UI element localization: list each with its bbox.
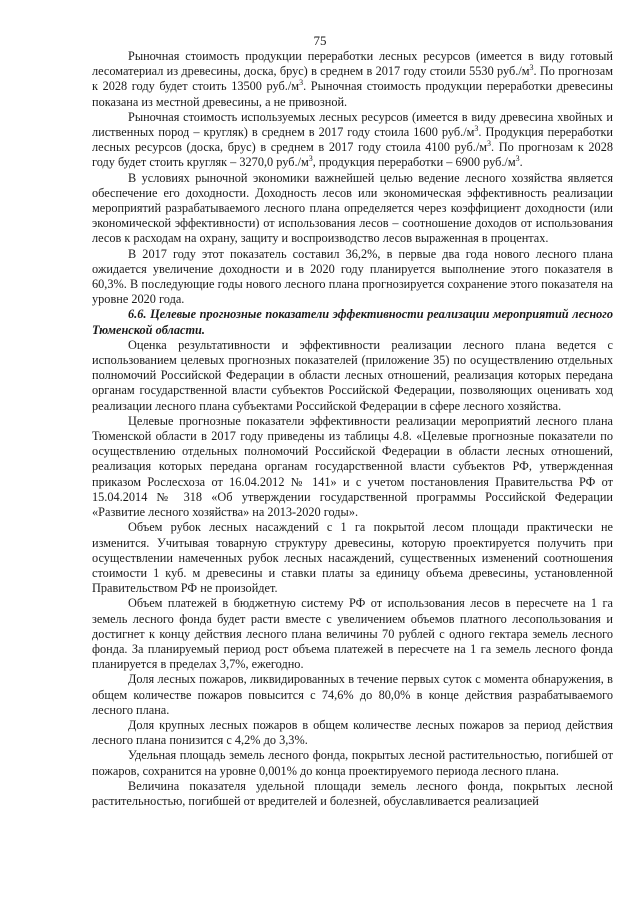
superscript: 3 bbox=[529, 63, 534, 73]
text-run: Рыночная стоимость продукции переработки лесных ресурсов (имеется в виду готовый лесоматериал из древесины, доска, брус) в среднем в 2017 году стоили 5530 руб./м bbox=[92, 49, 613, 79]
superscript: 3 bbox=[487, 139, 492, 149]
text-run: Рыночная стоимость используемых лесных ресурсов (имеется в виду древесина хвойных и лиственных пород – кругляк) в среднем в 2017 году стоила 1600 руб./м bbox=[92, 109, 613, 140]
paragraph bbox=[92, 110, 613, 171]
text-run: . По прогнозам к 2028 году будет стоить кругляк – 3270,0 руб./м bbox=[92, 140, 614, 170]
text-run: . Рыночная стоимость продукции переработки древесины показана из местной древесины, а не привозной. bbox=[92, 79, 613, 109]
text-run: Оценка результативности и эффективности реализации лесного плана ведется с использованием целевых прогнозных показателей (приложение 35) по осуществлению отдельных полномочий Российской Федерации в области лесных отношений, реализация которых передана органам государственной власти субъектов Российской Федерации, позволяющих оценивать ход реализации лесного плана субъектами Российской Федерации в сфере лесного хозяйства. bbox=[92, 337, 613, 413]
paragraph bbox=[92, 247, 613, 308]
paragraph bbox=[92, 748, 613, 778]
text-run: Целевые прогнозные показатели эффективности реализации мероприятий лесного плана Тюменской области в 2017 году приведены из таблицы 4.8. «Целевые прогнозные показатели по осуществлению отдельных полномочий Российской Федерации в области лесных отношений, реализация которых передана органам государственной власти субъектов РФ, утвержденная приказом Рослесхоза от 16.04.2012 № 141» и с учетом постановления Правительства РФ от 15.04.2014 № 318 «Об утверждении государственной программы Российской Федерации «Развитие лесного хозяйства» на 2013-2020 годы». bbox=[92, 413, 613, 520]
paragraph bbox=[92, 171, 613, 247]
superscript: 3 bbox=[308, 154, 313, 164]
paragraph bbox=[92, 520, 613, 596]
text-run: 6.6. Целевые прогнозные показатели эффективности реализации мероприятий лесного Тюменской области. bbox=[92, 307, 613, 337]
text-run: . bbox=[519, 155, 523, 170]
text-run: Объем платежей в бюджетную систему РФ от использования лесов в пересчете на 1 га земель лесного фонда будет расти вместе с увеличением объемов платного лесопользования и достигнет к концу действия лесного плана величины 70 рублей с одного гектара земель лесного фонда. За планируемый период рост объема платежей в пересчете на 1 га земель лесного фонда планируется в пределах 3,7%, ежегодно. bbox=[92, 596, 613, 672]
text-run: Доля лесных пожаров, ликвидированных в течение первых суток с момента обнаружения, в общем количестве пожаров повысится с 74,6% до 80,0% в конце действия разрабатываемого лесного плана. bbox=[92, 672, 613, 717]
paragraph bbox=[92, 49, 613, 110]
document-body bbox=[92, 49, 613, 809]
text-run: Объем рубок лесных насаждений с 1 га покрытой лесом площади практически не изменится. Учитывая товарную структуру древесины, которую проектируется получить при осуществлении намеченных рубок лесных насаждений, существенных изменений соотношения стоимости 1 куб. м древесины и ставки платы за единицу объема древесины, установленной Правительством РФ не произойдет. bbox=[92, 520, 613, 596]
paragraph bbox=[92, 718, 613, 748]
superscript: 3 bbox=[515, 154, 520, 164]
text-run: В 2017 году этот показатель составил 36,2%, в первые два года нового лесного плана ожидается увеличение доходности и в 2020 году планируется выполнение этого показателя в 60,3%. В последующие годы нового лесного плана прогнозируется сохранение этого показателя на уровне 2020 года. bbox=[92, 246, 613, 307]
text-run: . Продукция переработки лесных ресурсов (доска, брус) в среднем в 2017 году стоила 4100 руб./м bbox=[92, 125, 613, 155]
text-run: Величина показателя удельной площади земель лесного фонда, покрытых лесной растительностью, погибшей от вредителей и болезней, обуславливается реализацией bbox=[92, 778, 613, 808]
text-run: . По прогнозам к 2028 году будет стоить 13500 руб./м bbox=[92, 64, 613, 94]
superscript: 3 bbox=[474, 123, 479, 133]
text-run: Удельная площадь земель лесного фонда, покрытых лесной растительностью, погибшей от пожаров, сохранится на уровне 0,001% до конца проектируемого периода лесного плана. bbox=[92, 748, 613, 778]
section-heading bbox=[92, 307, 613, 337]
page-number: 75 bbox=[313, 33, 327, 48]
paragraph bbox=[92, 779, 613, 809]
text-run: В условиях рыночной экономики важнейшей целью ведение лесного хозяйства является обеспечение его доходности. Доходность лесов или экономическая эффективность реализации мероприятий разрабатываемого лесного плана определяется через коэффициент доходности (или экономической эффективности) от использования лесов – соотношение доходов от использования лесов к расходам на охрану, защиту и воспроизводство лесов выраженная в процентах. bbox=[92, 170, 613, 246]
paragraph bbox=[92, 414, 613, 520]
text-run: Доля крупных лесных пожаров в общем количестве лесных пожаров за период действия лесного плана понизится с 4,2% до 3,3%. bbox=[92, 717, 613, 748]
paragraph bbox=[92, 672, 613, 718]
paragraph bbox=[92, 338, 613, 414]
paragraph bbox=[92, 596, 613, 672]
text-run: , продукция переработки – 6900 руб./м bbox=[312, 155, 516, 170]
superscript: 3 bbox=[299, 78, 304, 88]
